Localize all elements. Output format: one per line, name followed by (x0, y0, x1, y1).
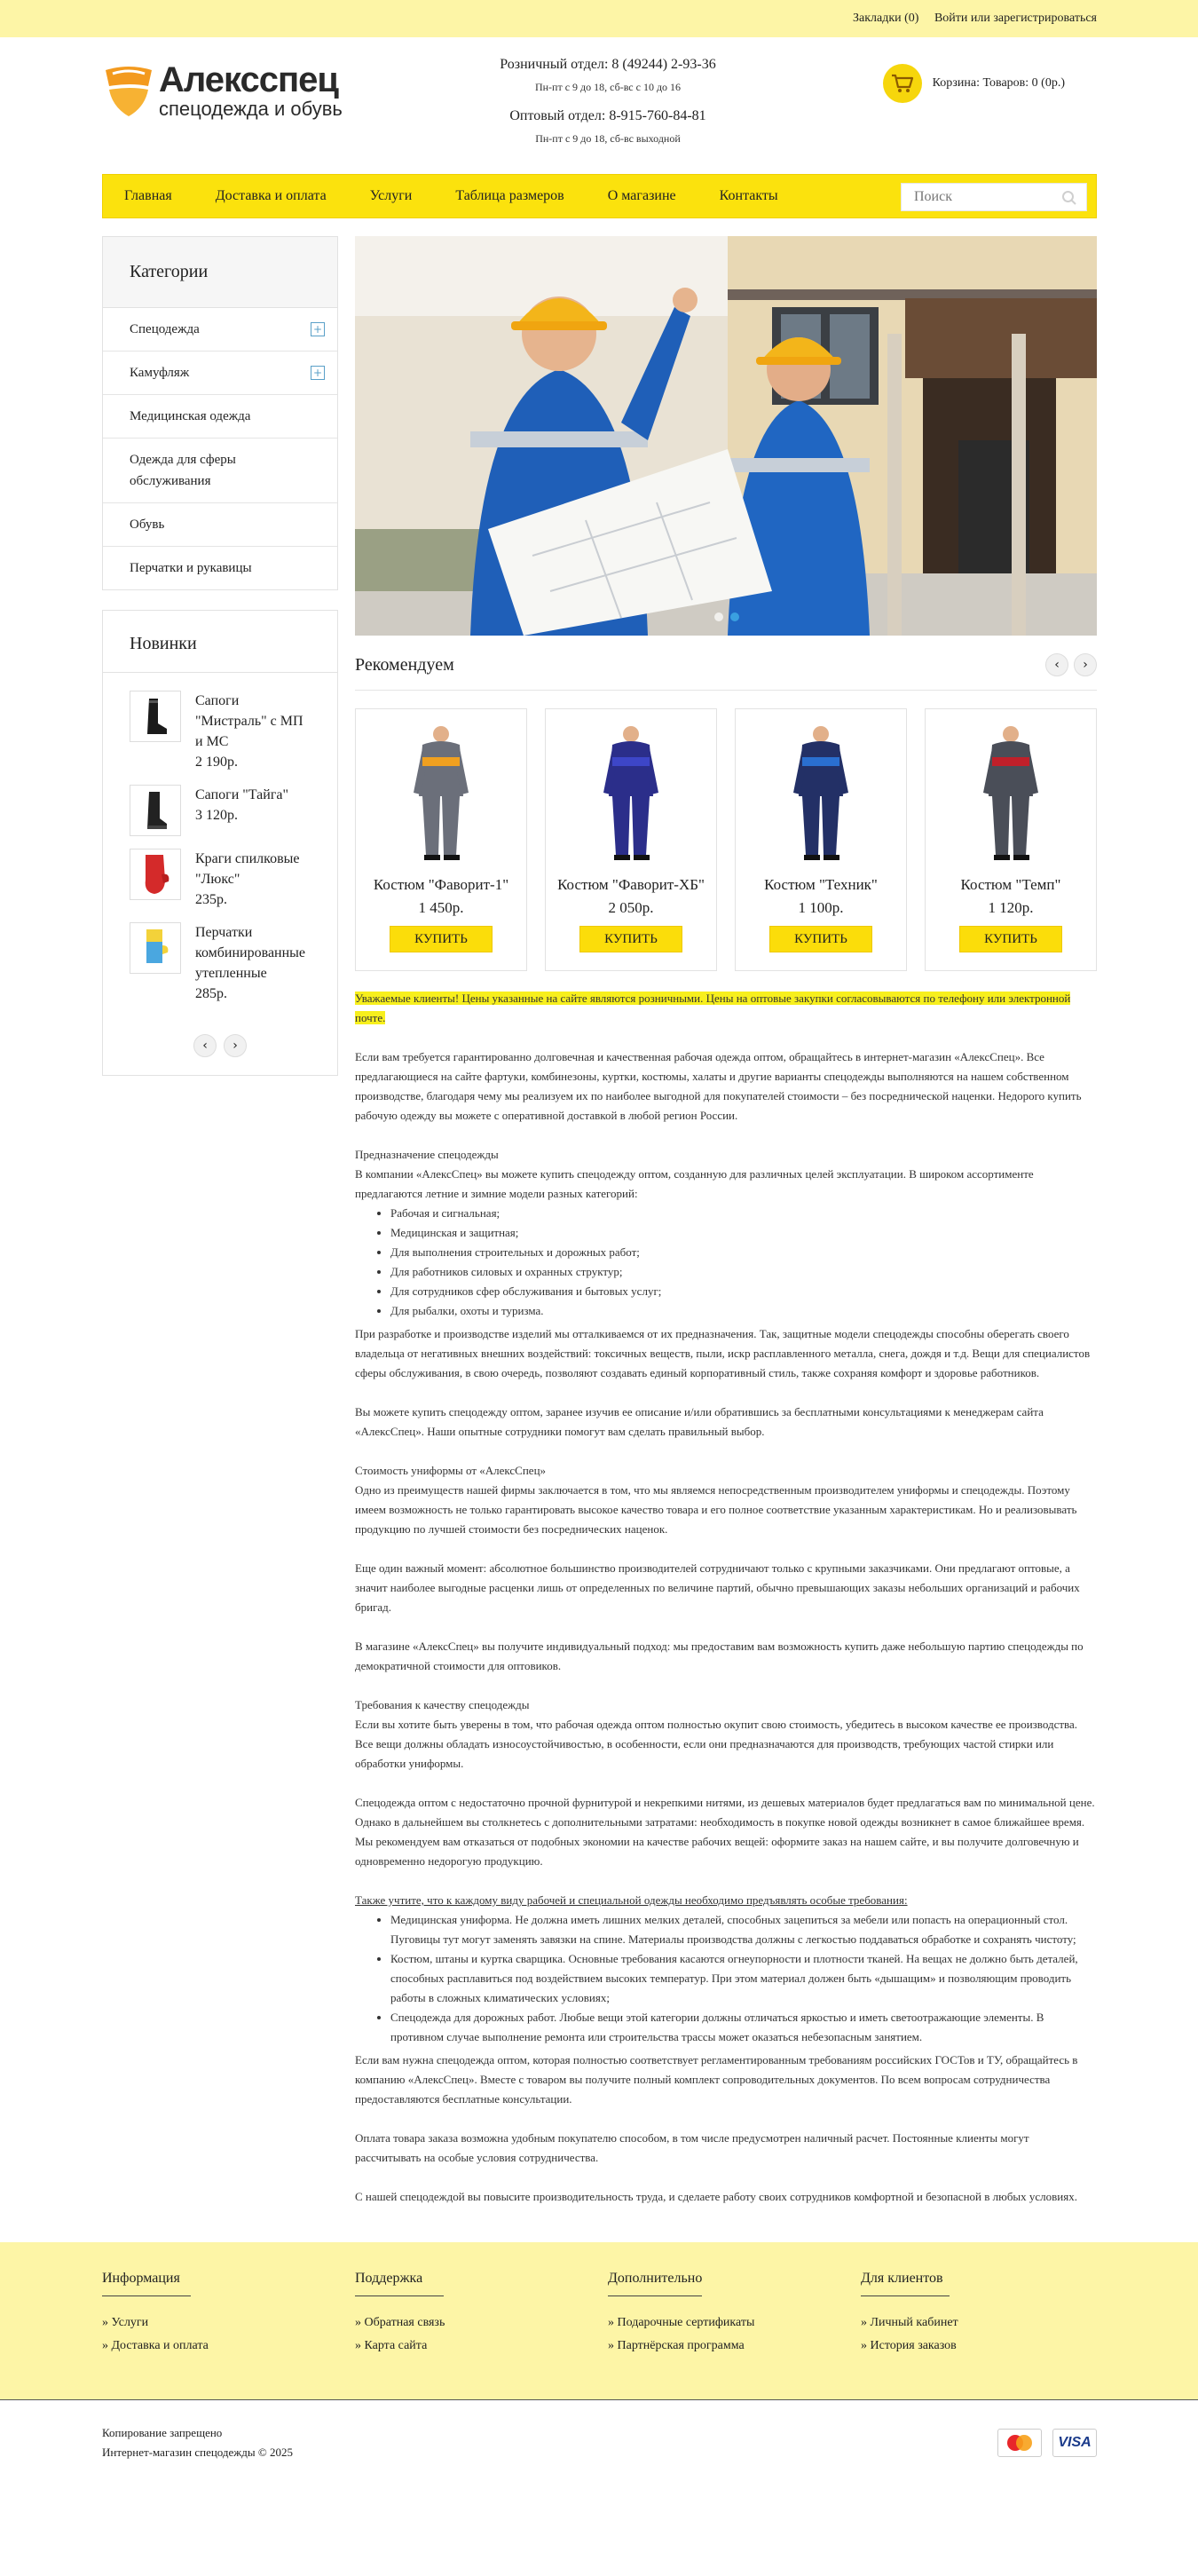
product-card[interactable] (925, 708, 1097, 971)
article-paragraph: Спецодежда оптом с недостаточно прочной фурнитурой и некрепкими нитями, из дешевых материалов будет предлагаться вам по минимальной цене. Однако в дальнейшем вы столкнетесь с дополнительными затратами: необходимость в покупке новой одежды возникнет в самое ближайшее время. Мы рекомендуем вам отказаться от подобных экономии на качестве рабочих вещей: оформите заказ на нашем сайте, и вы получите долговечную и одновременно недорогую продукцию. (355, 1796, 1095, 1868)
footer-column (355, 2271, 445, 2353)
category-item[interactable] (103, 503, 337, 547)
logo[interactable] (104, 62, 343, 119)
new-product-item[interactable] (130, 922, 311, 1004)
article-paragraph: При разработке и производстве изделий мы отталкиваемся от их предназначения. Так, защитные модели спецодежды способны оберегать своего владельца от негативных внешних воздействий: токсичных веществ, пыли, искр расплавленного металла, снега, дождя и т.д. Вещи для специалистов сферы обслуживания, в свою очередь, позволяют создавать единый корпоративный стиль, также сохраняя комфорт и здоровье работников. (355, 1327, 1091, 1379)
categories-title: Категории (103, 237, 337, 308)
list-item: • Спецодежда для дорожных работ. Любые вещи этой категории должны отличаться яркостью и иметь светоотражающие элементы. В противном случае выполнение ремонта или строительства трассы может оказаться небезопасным занятием. (390, 2008, 1097, 2047)
contacts (475, 55, 741, 158)
list-item: • Для рыбалки, охоты и туризма. (390, 1301, 1097, 1321)
recommend-header (355, 655, 1097, 691)
article-paragraph: Если вам нужна спецодежда оптом, которая полностью соответствует регламентированным требованиям российских ГОСТов и ТУ, обращайтесь в компанию «АлексСпец». Вместе с товаром вы получите полный комплект сопроводительных документов. По всем вопросам сотрудничества предоставляются бесплатные консультации. (355, 2053, 1078, 2106)
mastercard-icon (997, 2429, 1042, 2457)
new-products-box (102, 610, 338, 1076)
nav-services[interactable]: Услуги (369, 188, 413, 203)
login-link[interactable]: Войти или зарегистрироваться (934, 12, 1097, 25)
footer (0, 2242, 1198, 2399)
footer-column (861, 2271, 958, 2353)
glove-icon (130, 922, 181, 974)
article-paragraph: Вы можете купить спецодежду оптом, заранее изучив ее описание и/или обратившись за бесплатными консультациями к менеджерам сайта «АлексСпец». Наши опытные сотрудники помогут вам сделать правильный выбор. (355, 1405, 1044, 1438)
new-product-price: 285р. (195, 986, 227, 1001)
footer-heading: Поддержка (355, 2271, 444, 2296)
new-product-item[interactable] (130, 691, 311, 772)
buy-button[interactable]: КУПИТЬ (959, 926, 1062, 952)
article-heading: Предназначение спецодежды (355, 1148, 499, 1161)
search-input[interactable] (902, 184, 1052, 210)
buy-button[interactable]: КУПИТЬ (579, 926, 682, 952)
nav-delivery[interactable]: Доставка и оплата (215, 188, 327, 203)
sidebar (102, 236, 338, 1076)
category-label: Медицинская одежда (130, 409, 251, 423)
product-name: Костюм "Фаворит-ХБ" (557, 876, 705, 893)
buy-button[interactable]: КУПИТЬ (390, 926, 493, 952)
category-item[interactable] (103, 439, 337, 503)
new-product-item[interactable] (130, 785, 311, 836)
retail-hours: Пн-пт с 9 до 18, сб-вс с 10 до 16 (534, 81, 682, 93)
seo-article (355, 989, 1097, 2207)
category-label: Одежда для сферы обслуживания (130, 453, 236, 488)
product-image (410, 722, 472, 864)
slider-dot[interactable] (714, 612, 723, 621)
price-notice: Уважаемые клиенты! Цены указанные на сайте являются розничными. Цены на оптовые закупки согласовываются по телефону или электронной почте. (355, 992, 1071, 1024)
product-price: 1 120р. (988, 899, 1034, 916)
slider-dot[interactable] (730, 612, 739, 621)
footer-link[interactable]: » Подарочные сертификаты (608, 2316, 755, 2329)
logo-icon (104, 63, 154, 118)
new-product-item[interactable] (130, 849, 311, 910)
product-card[interactable] (355, 708, 527, 971)
logo-subtitle: спецодежда и обувь (159, 98, 343, 120)
article-list (390, 1910, 1097, 2047)
cart-icon (883, 64, 922, 103)
new-product-name: Сапоги "Тайга" (195, 787, 289, 802)
category-item[interactable] (103, 352, 337, 395)
copyright-notice: Копирование запрещено (102, 2426, 223, 2439)
article-paragraph: Если вы хотите быть уверены в том, что рабочая одежда оптом полностью окупит свою стоимость, убедитесь в высоком качестве ее производства. Все вещи должны обладать износоустойчивостью, в особенности, если они предназначаются для производств, требующих частой стирки или обработки униформы. (355, 1718, 1078, 1770)
chevron-left-icon[interactable]: ‹ (1045, 653, 1068, 676)
footer-link[interactable]: » Личный кабинет (861, 2316, 958, 2329)
product-name: Костюм "Фаворит-1" (373, 876, 509, 893)
footer-link[interactable]: » История заказов (861, 2339, 957, 2352)
category-item[interactable] (103, 308, 337, 352)
article-list (390, 1204, 1097, 1321)
top-links (840, 12, 1097, 26)
product-carousel (355, 708, 1097, 971)
list-item: • Рабочая и сигнальная; (390, 1204, 1097, 1223)
payment-methods (997, 2429, 1097, 2457)
chevron-left-icon[interactable]: ‹ (193, 1034, 217, 1057)
article-paragraph: С нашей спецодеждой вы повысите производительность труда, и сделаете работу своих сотрудников комфортной и безопасной в любых условиях. (355, 2190, 1077, 2203)
footer-column (608, 2271, 754, 2353)
article-heading: Требования к качеству спецодежды (355, 1698, 530, 1711)
search-icon[interactable] (1061, 190, 1077, 210)
list-item: • Медицинская униформа. Не должна иметь лишних мелких деталей, способных зацепиться за мебели или попасть на операционный стол. Пуговицы тут могут заменять завязки на спине. Материалы производства должны с легкостью поддаваться обработке и сохранять чистоту; (390, 1910, 1097, 1949)
new-product-name: Перчатки комбинированные утепленные (195, 925, 306, 981)
plus-icon[interactable]: + (311, 322, 325, 336)
footer-column (102, 2271, 209, 2353)
boot-icon (130, 691, 181, 742)
content (355, 236, 1097, 2207)
cart[interactable] (883, 64, 1065, 103)
product-price: 2 050р. (608, 899, 654, 916)
search-box (901, 183, 1087, 211)
new-product-price: 3 120р. (195, 808, 238, 823)
boot-icon (130, 785, 181, 836)
list-item: • Медицинская и защитная; (390, 1223, 1097, 1243)
wholesale-phone: Оптовый отдел: 8-915-760-84-81 (509, 108, 706, 123)
list-item: • Для работников силовых и охранных структур; (390, 1262, 1097, 1282)
article-heading: Стоимость униформы от «АлексСпец» (355, 1464, 547, 1477)
category-label: Обувь (130, 518, 165, 532)
product-image (600, 722, 662, 864)
nav-home[interactable]: Главная (124, 188, 172, 203)
new-products-pager (103, 1023, 337, 1075)
category-item[interactable] (103, 395, 337, 439)
new-product-name: Краги спилковые "Люкс" (195, 851, 300, 887)
new-product-price: 2 190р. (195, 755, 238, 770)
footer-heading: Для клиентов (861, 2271, 950, 2296)
list-item: • Для сотрудников сфер обслуживания и бытовых услуг; (390, 1282, 1097, 1301)
plus-icon[interactable]: + (311, 366, 325, 380)
category-label: Перчатки и рукавицы (130, 561, 252, 575)
product-price: 1 450р. (418, 899, 464, 916)
visa-icon (1052, 2429, 1097, 2457)
list-item: • Костюм, штаны и куртка сварщика. Основные требования касаются огнеупорности и плотности тканей. На вещах не должно быть деталей, способных расплавиться под воздействием высоких температур. При этом материал должен быть «дышащим» и позволяющим проводить работы в сложных климатических условиях; (390, 1949, 1097, 2008)
nav-sizes[interactable]: Таблица размеров (455, 188, 564, 203)
category-label: Камуфляж (130, 366, 190, 380)
main-nav (102, 174, 1097, 218)
glove-icon (130, 849, 181, 900)
nav-about[interactable]: О магазине (607, 188, 676, 203)
product-name: Костюм "Темп" (960, 876, 1061, 893)
slider-dots (714, 612, 739, 621)
new-product-price: 235р. (195, 892, 227, 907)
category-item[interactable] (103, 547, 337, 589)
product-image (980, 722, 1042, 864)
categories-box (102, 236, 338, 590)
banner-image (355, 236, 1097, 636)
footer-link[interactable]: » Карта сайта (355, 2339, 428, 2352)
article-paragraph: В магазине «АлексСпец» вы получите индивидуальный подход: мы предоставим вам возможность купить даже небольшую партию спецодежды по демократичной стоимости для оптовиков. (355, 1640, 1084, 1672)
chevron-right-icon[interactable]: › (1074, 653, 1097, 676)
footer-link[interactable]: » Партнёрская программа (608, 2339, 745, 2352)
product-price: 1 100р. (798, 899, 844, 916)
footer-link[interactable]: » Услуги (102, 2316, 149, 2329)
article-paragraph: Если вам требуется гарантированно долговечная и качественная рабочая одежда оптом, обращайтесь в интернет-магазин «АлексСпец». Все предлагающиеся на сайте фартуки, комбинезоны, куртки, костюмы, халаты и другие варианты спецодежды выполняются на нашем собственном производстве, благодаря чему мы реализуем их по наиболее выгодной для покупателей стоимости – без посреднической наценки. Недорого купить рабочую одежду вы можете с оперативной доставкой в любой регион России. (355, 1050, 1082, 1122)
retail-phone: Розничный отдел: 8 (49244) 2-93-36 (500, 57, 716, 72)
product-name: Костюм "Техник" (764, 876, 878, 893)
wholesale-hours: Пн-пт с 9 до 18, сб-вс выходной (535, 132, 681, 145)
category-label: Спецодежда (130, 322, 200, 336)
header (102, 37, 1097, 174)
article-heading: Также учтите, что к каждому виду рабочей и специальной одежды необходимо предъявлять особые требования: (355, 1893, 908, 1907)
article-paragraph: Оплата товара заказа возможна удобным покупателю способом, в том числе предусмотрен наличный расчет. Постоянные клиенты могут рассчитывать на особые условия сотрудничества. (355, 2131, 1029, 2164)
new-product-name: Сапоги "Мистраль" с МП и МС (195, 693, 303, 749)
copyright-text: Интернет-магазин спецодежды © 2025 (102, 2446, 294, 2459)
product-image (790, 722, 852, 864)
footer-link[interactable]: » Обратная связь (355, 2316, 445, 2329)
product-card[interactable] (545, 708, 717, 971)
buy-button[interactable]: КУПИТЬ (769, 926, 872, 952)
main-area (102, 236, 1097, 2207)
logo-title: Алексспец (159, 60, 338, 99)
article-paragraph: В компании «АлексСпец» вы можете купить спецодежду оптом, созданную для различных целей эксплуатации. В широком ассортименте предлагаются летние и зимние модели разных категорий: (355, 1167, 1034, 1200)
hero-banner[interactable] (355, 236, 1097, 636)
new-products-title: Новинки (103, 611, 337, 673)
visa-label: VISA (1058, 2435, 1092, 2450)
bookmarks-link[interactable]: Закладки (0) (852, 12, 919, 25)
article-paragraph: Еще один важный момент: абсолютное большинство производителей сотрудничают только с крупными заказчиками. Они предлагают оптовые, а значит наиболее выгодные расценки лишь от определенных по величине партий, обычно превышающих заказы небольших организаций и рабочих бригад. (355, 1561, 1080, 1614)
footer-heading: Информация (102, 2271, 191, 2296)
nav-contacts[interactable]: Контакты (719, 188, 778, 203)
footer-heading: Дополнительно (608, 2271, 702, 2296)
cart-label: Корзина: Товаров: 0 (0р.) (932, 76, 1065, 90)
recommend-title: Рекомендуем (355, 655, 454, 675)
chevron-right-icon[interactable]: › (224, 1034, 247, 1057)
bottom-bar (0, 2399, 1198, 2484)
article-paragraph: Одно из преимуществ нашей фирмы заключается в том, что мы являемся непосредственным производителем униформы и спецодежды. Поэтому имеем возможность не только гарантировать высокое качество товара и его полное соответствие указанным характеристикам. Но и реализовывать продукцию по лучшей стоимости без посреднических наценок. (355, 1483, 1077, 1536)
top-bar (0, 0, 1198, 37)
product-card[interactable] (735, 708, 907, 971)
footer-link[interactable]: » Доставка и оплата (102, 2339, 209, 2352)
list-item: • Для выполнения строительных и дорожных работ; (390, 1243, 1097, 1262)
